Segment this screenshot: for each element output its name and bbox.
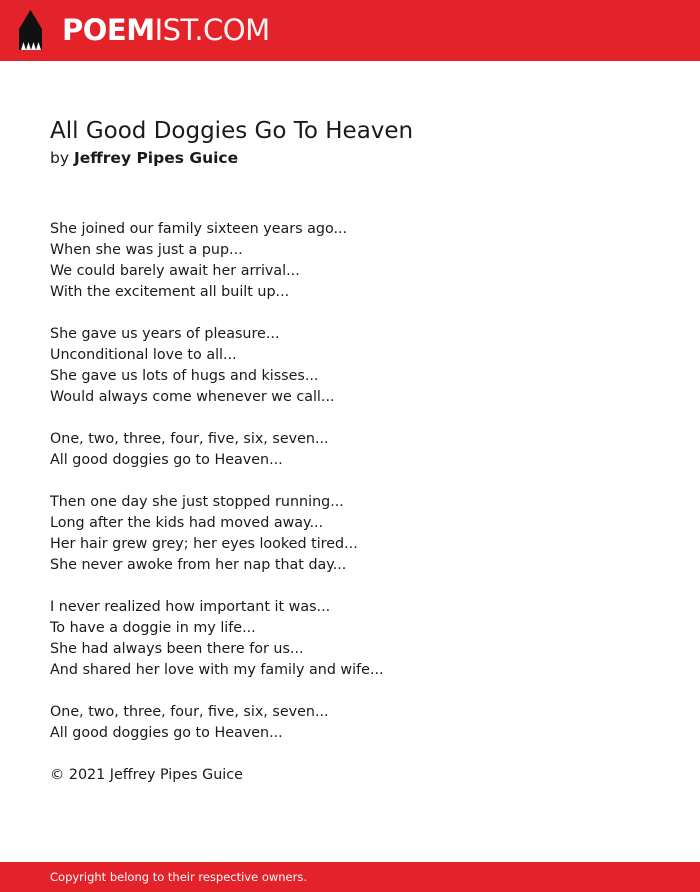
- poem-line: All good doggies go to Heaven...: [50, 452, 283, 468]
- logo-text-light: IST.COM: [154, 13, 270, 47]
- poem-line: She joined our family sixteen years ago...: [50, 221, 348, 237]
- site-footer: [0, 862, 700, 892]
- poem-line: She never awoke from her nap that day...: [50, 557, 347, 573]
- byline: [50, 148, 238, 169]
- poem-line: Would always come whenever we call...: [50, 389, 335, 405]
- poem-copyright: © 2021 Jeffrey Pipes Guice: [50, 767, 243, 783]
- poem-line: When she was just a pup...: [50, 242, 243, 258]
- stanza: [50, 492, 650, 576]
- footer-copyright: Copyright belong to their respective owners.: [50, 870, 308, 884]
- site-logo[interactable]: [62, 12, 270, 48]
- poem-line: She had always been there for us...: [50, 641, 304, 657]
- stanza: [50, 597, 650, 681]
- poem-line: Unconditional love to all...: [50, 347, 237, 363]
- poem-line: I never realized how important it was...: [50, 599, 331, 615]
- poem-line: Then one day she just stopped running...: [50, 494, 344, 510]
- stanza: [50, 702, 650, 744]
- poem-line: To have a doggie in my life...: [50, 620, 256, 636]
- poem-line: Long after the kids had moved away...: [50, 515, 324, 531]
- poem-line: She gave us years of pleasure...: [50, 326, 280, 342]
- site-header: [0, 0, 700, 61]
- poem-title: All Good Doggies Go To Heaven: [50, 118, 414, 144]
- poem-line: All good doggies go to Heaven...: [50, 725, 283, 741]
- logo-text-bold: POEM: [62, 13, 155, 47]
- poem-line: We could barely await her arrival...: [50, 263, 300, 279]
- poem-line: One, two, three, four, five, six, seven...: [50, 431, 329, 447]
- poem-line: With the excitement all built up...: [50, 284, 290, 300]
- poem-line: She gave us lots of hugs and kisses...: [50, 368, 319, 384]
- stanza: [50, 429, 650, 471]
- poem-line: One, two, three, four, five, six, seven...: [50, 704, 329, 720]
- poem-line: Her hair grew grey; her eyes looked tired...: [50, 536, 358, 552]
- poem-body: [50, 219, 650, 786]
- by-label: by: [50, 149, 70, 167]
- poem-line: And shared her love with my family and wife...: [50, 662, 384, 678]
- stanza: [50, 219, 650, 303]
- stanza: [50, 324, 650, 408]
- author-name: Jeffrey Pipes Guice: [73, 149, 239, 167]
- pencil-icon[interactable]: [17, 9, 44, 51]
